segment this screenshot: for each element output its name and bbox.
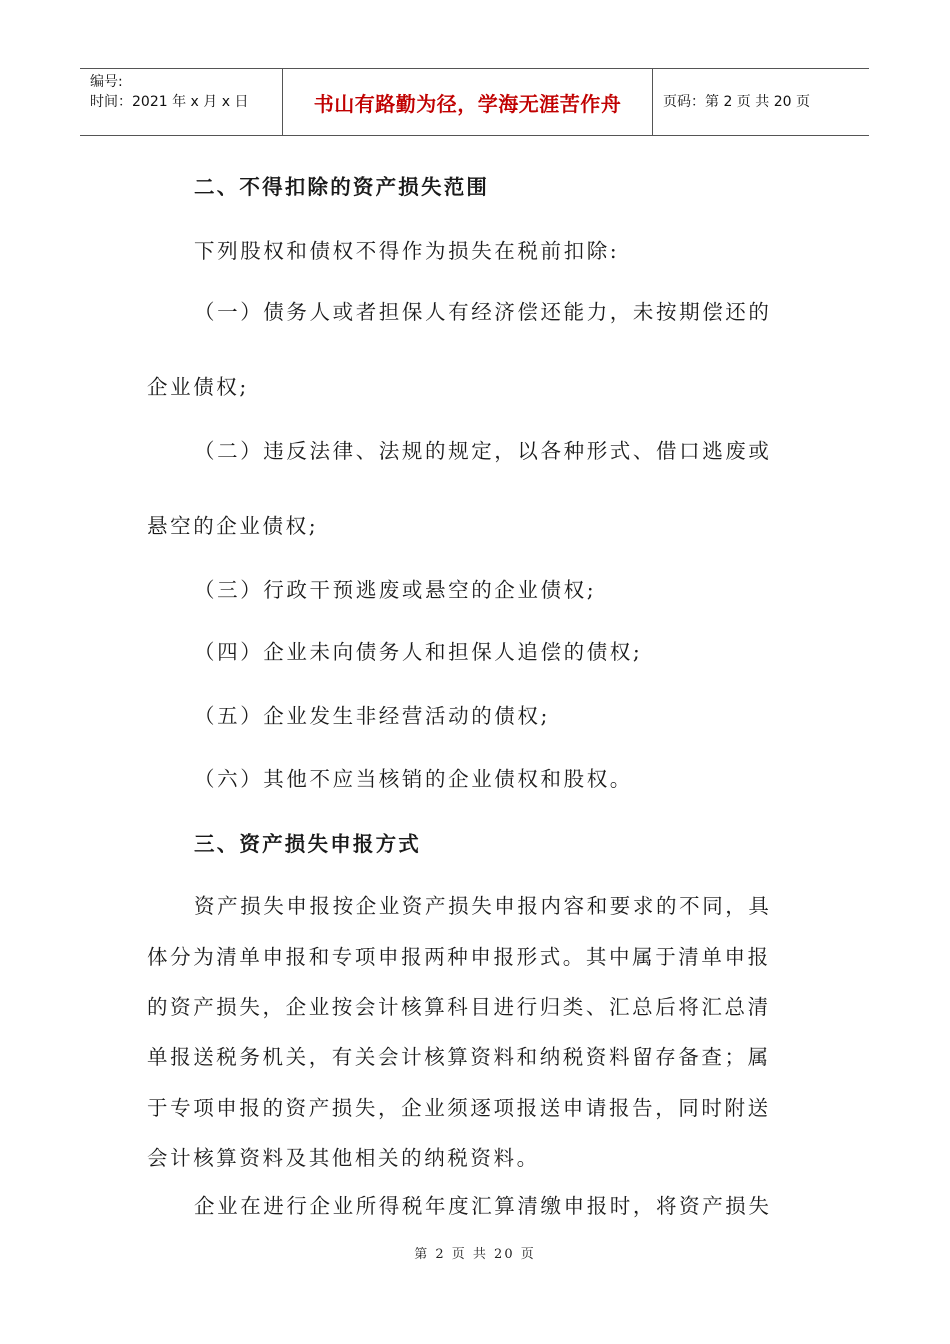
- document-code-label: 编号:: [90, 74, 123, 90]
- list-item-6: （六）其他不应当核销的企业债权和股权。: [194, 767, 633, 791]
- section-heading-2: 二、不得扣除的资产损失范围: [194, 175, 490, 199]
- list-item-2-line-2: 悬空的企业债权;: [147, 514, 319, 538]
- list-item-4: （四）企业未向债务人和担保人追偿的债权;: [194, 640, 643, 664]
- paragraph-1-line-5: 于专项申报的资产损失，企业须逐项报送申请报告，同时附送: [147, 1096, 771, 1120]
- intro-paragraph: 下列股权和债权不得作为损失在税前扣除:: [194, 239, 620, 263]
- list-item-1-line-2: 企业债权;: [147, 375, 249, 399]
- page-footer: 第 2 页 共 20 页: [414, 1247, 536, 1262]
- list-item-1-line-1: （一）债务人或者担保人有经济偿还能力，未按期偿还的: [194, 300, 772, 324]
- header-motto-cell: [282, 69, 653, 135]
- list-item-5: （五）企业发生非经营活动的债权;: [194, 704, 551, 728]
- paragraph-1-line-2: 体分为清单申报和专项申报两种申报形式。其中属于清单申报: [147, 945, 771, 969]
- list-item-2-line-1: （二）违反法律、法规的规定，以各种形式、借口逃废或: [194, 439, 772, 463]
- list-item-3: （三）行政干预逃废或悬空的企业债权;: [194, 578, 597, 602]
- document-time-label: 时间：2021 年 x 月 x 日: [90, 94, 249, 110]
- paragraph-1-line-4: 单报送税务机关，有关会计核算资料和纳税资料留存备查；属: [147, 1045, 771, 1069]
- paragraph-2-line-1: 企业在进行企业所得税年度汇算清缴申报时，将资产损失: [194, 1194, 772, 1218]
- header-motto: 书山有路勤为径，学海无涯苦作舟: [313, 91, 622, 116]
- section-heading-3: 三、资产损失申报方式: [194, 832, 421, 856]
- paragraph-1-line-6: 会计核算资料及其他相关的纳税资料。: [147, 1146, 540, 1170]
- paragraph-1-line-3: 的资产损失，企业按会计核算科目进行归类、汇总后将汇总清: [147, 995, 771, 1019]
- paragraph-1-line-1: 资产损失申报按企业资产损失申报内容和要求的不同，具: [194, 894, 772, 918]
- document-header: [80, 68, 869, 136]
- header-right-cell: [653, 69, 869, 135]
- header-left-cell: [80, 69, 282, 135]
- header-page-info: 页码：第 2 页 共 20 页: [663, 94, 810, 110]
